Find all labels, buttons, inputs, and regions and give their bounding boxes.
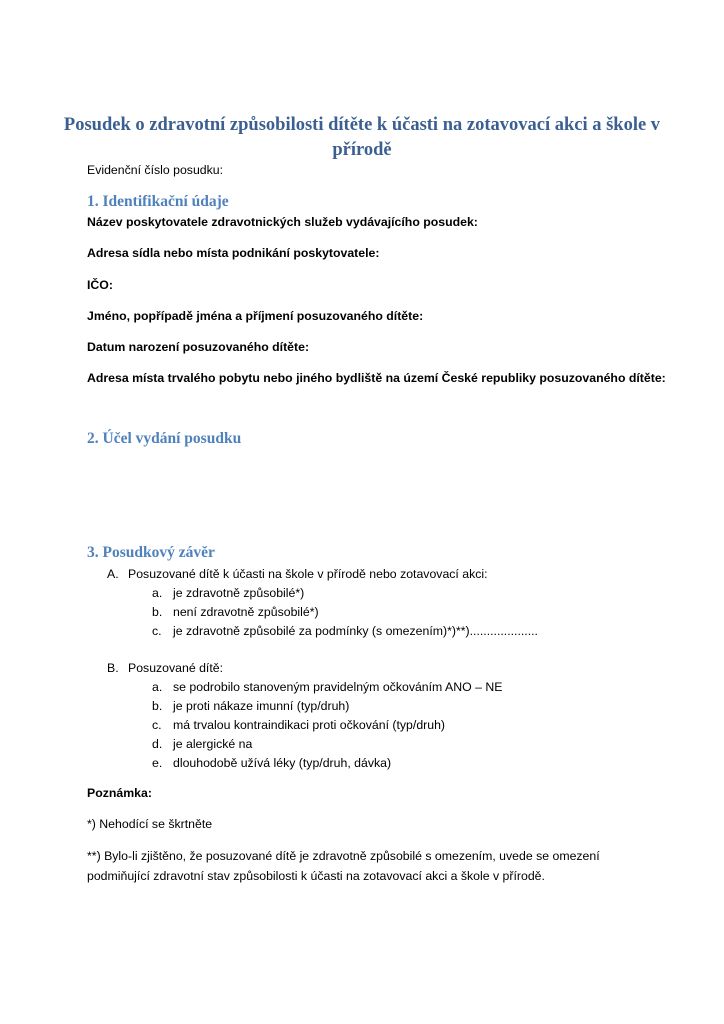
list-marker: b. <box>152 699 163 713</box>
section-number: 1. <box>87 193 99 210</box>
list-marker: d. <box>152 737 163 751</box>
list-marker: c. <box>152 718 162 732</box>
field-ico: IČO: <box>87 278 113 292</box>
list-item-text: je proti nákaze imunní (typ/druh) <box>173 699 350 713</box>
list-item-text: není zdravotně způsobilé*) <box>173 605 319 619</box>
list-marker: a. <box>152 586 163 600</box>
note-2: **) Bylo-li zjištěno, že posuzované dítě je zdravotně způsobilé s omezením, uvede se omezení podmiňující zdravotní stav způsobilosti k účasti na zotavovací akci a škole v přírodě. <box>87 849 600 883</box>
list-item <box>152 604 319 620</box>
list-item <box>152 623 538 639</box>
field-provider-name: Název poskytovatele zdravotnických služeb vydávajícího posudek: <box>87 215 478 229</box>
note-1: *) Nehodící se škrtněte <box>87 817 213 831</box>
section-2-heading <box>87 429 241 449</box>
section-number: 2. <box>87 430 99 447</box>
field-child-name: Jméno, popřípadě jména a příjmení posuzovaného dítěte: <box>87 309 424 323</box>
list-item-text: Posuzované dítě: <box>128 661 224 675</box>
section-number: 3. <box>87 544 99 561</box>
list-item <box>152 679 502 695</box>
list-item-text: je zdravotně způsobilé za podmínky (s omezením)*)**).................... <box>173 624 538 638</box>
list-item <box>152 755 391 771</box>
list-item-a-upper <box>107 566 488 582</box>
list-item-text: je zdravotně způsobilé*) <box>173 586 305 600</box>
field-child-address: Adresa místa trvalého pobytu nebo jiného bydliště na území České republiky posuzovaného dítěte: <box>87 371 666 385</box>
list-item <box>152 717 445 733</box>
field-provider-address: Adresa sídla nebo místa podnikání poskytovatele: <box>87 246 380 260</box>
section-heading-text: Účel vydání posudku <box>102 430 242 447</box>
section-heading-text: Identifikační údaje <box>102 193 229 210</box>
list-item-text: má trvalou kontraindikaci proti očkování (typ/druh) <box>173 718 446 732</box>
list-marker: b. <box>152 605 163 619</box>
list-item-text: se podrobilo stanoveným pravidelným očkováním ANO – NE <box>173 680 503 694</box>
document-title: Posudek o zdravotní způsobilosti dítěte k účasti na zotavovací akci a škole v přírodě <box>63 115 661 160</box>
section-heading-text: Posudkový závěr <box>102 544 215 561</box>
note-label: Poznámka: <box>87 786 152 800</box>
list-marker: c. <box>152 624 162 638</box>
list-item <box>152 698 349 714</box>
list-marker: a. <box>152 680 163 694</box>
list-marker: e. <box>152 756 163 770</box>
list-item-text: Posuzované dítě k účasti na škole v přírodě nebo zotavovací akci: <box>128 567 488 581</box>
section-1-heading <box>87 192 229 212</box>
section-3-heading <box>87 543 215 563</box>
list-item <box>152 736 252 752</box>
list-item-text: je alergické na <box>173 737 253 751</box>
list-item-text: dlouhodobě užívá léky (typ/druh, dávka) <box>173 756 392 770</box>
evidence-number-label: Evidenční číslo posudku: <box>87 163 224 177</box>
list-marker: A. <box>107 567 119 581</box>
list-item <box>152 585 304 601</box>
list-marker: B. <box>107 661 119 675</box>
field-child-birthdate: Datum narození posuzovaného dítěte: <box>87 340 310 354</box>
list-item-b-upper <box>107 660 223 676</box>
